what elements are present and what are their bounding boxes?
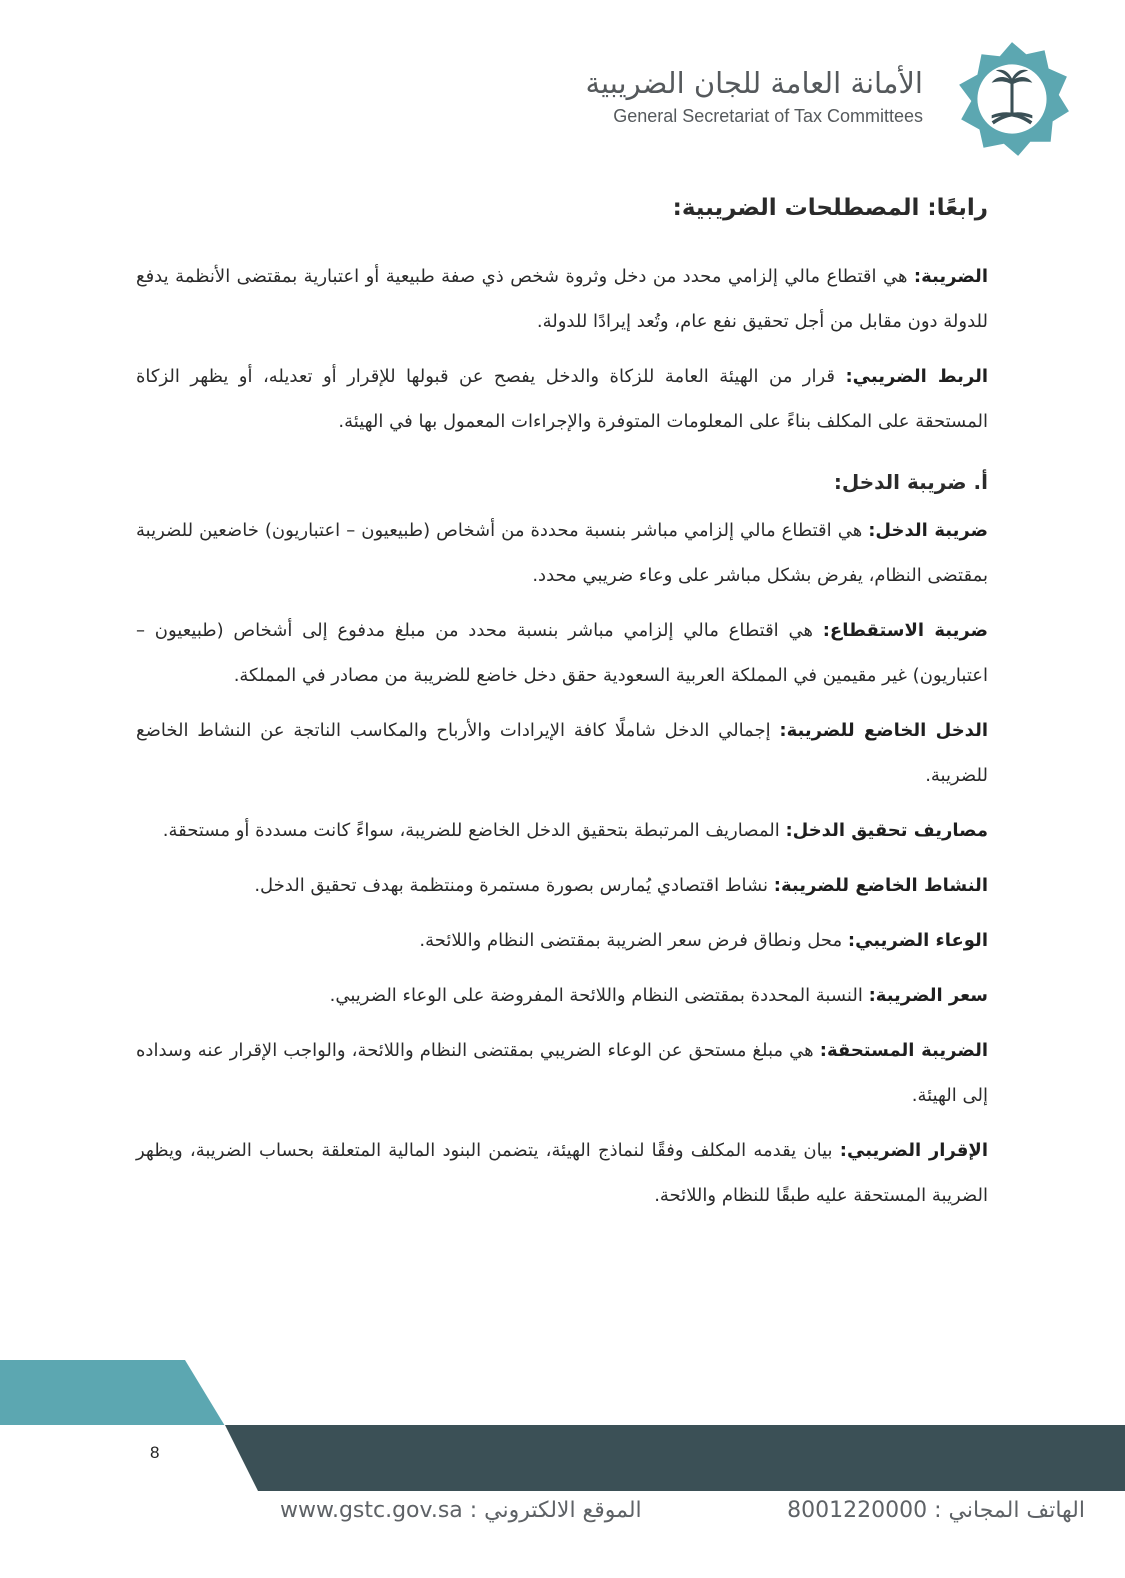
- section-title: رابعًا: المصطلحات الضريبية:: [672, 195, 988, 221]
- term-label: سعر الضريبة:: [868, 985, 988, 1006]
- document-body: [136, 188, 988, 1228]
- footer-teal-band: [0, 1360, 260, 1426]
- term-definition: [136, 1028, 988, 1118]
- org-name-arabic: الأمانة العامة للجان الضريبية: [585, 66, 923, 100]
- term-label: الضريبة:: [913, 266, 988, 287]
- page-header: [0, 0, 1125, 170]
- subsection-title: أ. ضريبة الدخل:: [833, 470, 988, 494]
- term-definition: [136, 254, 988, 344]
- term-label: الربط الضريبي:: [845, 366, 988, 387]
- term-label: الوعاء الضريبي:: [847, 930, 988, 951]
- page-number-area: [0, 1425, 258, 1491]
- term-text: هي اقتطاع مالي إلزامي مباشر بنسبة محددة من أشخاص (طبيعيون – اعتباريون) خاضعين للضريبة بمقتضى النظام، يفرض بشكل مباشر على وعاء ضريبي محدد.: [136, 520, 988, 586]
- term-label: النشاط الخاضع للضريبة:: [773, 875, 988, 896]
- term-text: هي اقتطاع مالي إلزامي مباشر بنسبة محدد من مبلغ مدفوع إلى أشخاص (طبيعيون – اعتباريون) غير مقيمين في المملكة العربية السعودية حقق دخل خاضع للضريبة من مصادر في المملكة.: [136, 620, 988, 686]
- org-name-english: General Secretariat of Tax Committees: [613, 106, 923, 126]
- term-text: هي مبلغ مستحق عن الوعاء الضريبي بمقتضى النظام واللائحة، والواجب الإقرار عنه وسداده إلى الهيئة.: [136, 1040, 988, 1106]
- footer-website: الموقع الالكتروني : www.gstc.gov.sa: [280, 1498, 642, 1523]
- page-number: 8: [150, 1443, 160, 1462]
- term-definition: [136, 1128, 988, 1218]
- term-definition: [136, 863, 988, 908]
- term-text: هي اقتطاع مالي إلزامي محدد من دخل وثروة شخص ذي صفة طبيعية أو اعتبارية بمقتضى الأنظمة يدفع للدولة دون مقابل من أجل تحقيق نفع عام، وتُعد إيرادًا للدولة.: [136, 266, 988, 332]
- income-terms-list: [136, 508, 988, 1218]
- term-definition: [136, 354, 988, 444]
- term-definition: [136, 508, 988, 598]
- term-label: ضريبة الاستقطاع:: [822, 620, 989, 641]
- term-definition: [136, 918, 988, 963]
- term-text: النسبة المحددة بمقتضى النظام واللائحة المفروضة على الوعاء الضريبي.: [329, 985, 869, 1006]
- term-definition: [136, 808, 988, 853]
- term-label: الدخل الخاضع للضريبة:: [779, 720, 988, 741]
- term-label: مصاريف تحقيق الدخل:: [785, 820, 988, 841]
- term-definition: [136, 608, 988, 698]
- term-text: المصاريف المرتبطة بتحقيق الدخل الخاضع للضريبة، سواءً كانت مسددة أو مستحقة.: [162, 820, 786, 841]
- term-text: إجمالي الدخل شاملًا كافة الإيرادات والأرباح والمكاسب الناتجة عن النشاط الخاضع للضريبة.: [136, 720, 988, 786]
- footer-phone: الهاتف المجاني : 8001220000: [787, 1498, 1085, 1523]
- intro-terms-list: [136, 254, 988, 444]
- term-label: الضريبة المستحقة:: [819, 1040, 989, 1061]
- term-text: نشاط اقتصادي يُمارس بصورة مستمرة ومنتظمة بهدف تحقيق الدخل.: [254, 875, 774, 896]
- term-definition: [136, 973, 988, 1018]
- term-label: ضريبة الدخل:: [868, 520, 988, 541]
- term-definition: [136, 708, 988, 798]
- gstc-logo-icon: [951, 38, 1073, 160]
- term-text: بيان يقدمه المكلف وفقًا لنماذج الهيئة، يتضمن البنود المالية المتعلقة بحساب الضريبة، ويظهر الضريبة المستحقة عليه طبقًا للنظام واللائحة.: [136, 1140, 988, 1206]
- term-text: محل ونطاق فرض سعر الضريبة بمقتضى النظام واللائحة.: [419, 930, 848, 951]
- term-label: الإقرار الضريبي:: [839, 1140, 989, 1161]
- term-text: قرار من الهيئة العامة للزكاة والدخل يفصح عن قبولها للإقرار أو تعديله، أو يظهر الزكاة المستحقة على المكلف بناءً على المعلومات المتوفرة والإجراءات المعمول بها في الهيئة.: [136, 366, 988, 432]
